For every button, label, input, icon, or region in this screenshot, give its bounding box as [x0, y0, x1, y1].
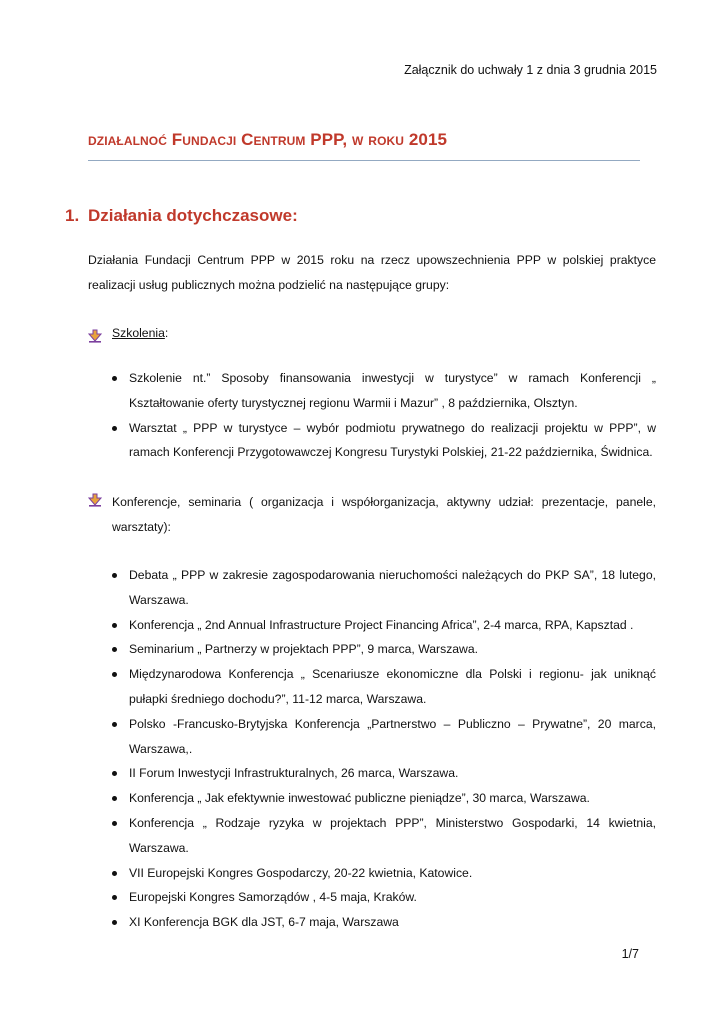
list-item: Konferencja „ Jak efektywnie inwestować publiczne pieniądze”, 30 marca, Warszawa.: [112, 786, 656, 811]
section-heading: [65, 206, 298, 226]
group-trainings-colon: :: [164, 326, 169, 340]
list-item: Międzynarodowa Konferencja „ Scenariusze ekonomiczne dla Polski i regionu- jak uniknąć pułapki średniego dochodu?”, 11-12 marca, Warszawa.: [112, 662, 656, 712]
conferences-list: [112, 563, 656, 935]
list-item: Seminarium „ Partnerzy w projektach PPP”, 9 marca, Warszawa.: [112, 637, 656, 662]
arrow-bullet-icon: [88, 493, 102, 507]
arrow-bullet-icon: [88, 329, 102, 343]
list-item: Szkolenie nt.” Sposoby finansowania inwestycji w turystyce” w ramach Konferencji „ Kształtowanie oferty turystycznej regionu Warmii i Mazur” , 8 października, Olsztyn.: [112, 366, 656, 416]
intro-paragraph: Działania Fundacji Centrum PPP w 2015 roku na rzecz upowszechnienia PPP w polskiej praktyce realizacji usług publicznych można podzielić na następujące grupy:: [88, 253, 656, 292]
section-number: 1.: [65, 206, 80, 225]
group-trainings-label: Szkolenia: [112, 326, 165, 340]
group-conferences-heading: [88, 490, 656, 539]
list-item: Polsko -Francusko-Brytyjska Konferencja „Partnerstwo – Publiczno – Prywatne”, 20 marca, Warszawa,.: [112, 712, 656, 762]
list-item: Debata „ PPP w zakresie zagospodarowania nieruchomości należących do PKP SA”, 18 lutego, Warszawa.: [112, 563, 656, 613]
section-heading-text: Działania dotychczasowe:: [88, 206, 298, 225]
document-title: działalnoć Fundacji Centrum PPP, w roku 2015: [88, 130, 448, 149]
annex-note: Załącznik do uchwały 1 z dnia 3 grudnia 2015: [404, 63, 657, 77]
list-item: Warsztat „ PPP w turystyce – wybór podmiotu prywatnego do realizacji projektu w PPP”, w ramach Konferencji Przygotowawczej Kongresu Turystyki Polskiej, 21-22 października, Świdnica.: [112, 416, 656, 466]
group-trainings-heading: [88, 326, 168, 343]
group-conferences-label: Konferencje, seminaria ( organizacja i współorganizacja, aktywny udział: prezentacje, panele, warsztaty):: [112, 495, 656, 534]
list-item: II Forum Inwestycji Infrastrukturalnych, 26 marca, Warszawa.: [112, 761, 656, 786]
list-item: XI Konferencja BGK dla JST, 6-7 maja, Warszawa: [112, 910, 656, 935]
list-item: VII Europejski Kongres Gospodarczy, 20-22 kwietnia, Katowice.: [112, 861, 656, 886]
list-item: Konferencja „ Rodzaje ryzyka w projektach PPP”, Ministerstwo Gospodarki, 14 kwietnia, Warszawa.: [112, 811, 656, 861]
trainings-list: [112, 366, 656, 465]
list-item: Konferencja „ 2nd Annual Infrastructure Project Financing Africa”, 2-4 marca, RPA, Kapsztad .: [112, 613, 656, 638]
page-number: 1/7: [621, 947, 639, 961]
list-item: Europejski Kongres Samorządów , 4-5 maja, Kraków.: [112, 885, 656, 910]
title-divider: [88, 160, 640, 161]
